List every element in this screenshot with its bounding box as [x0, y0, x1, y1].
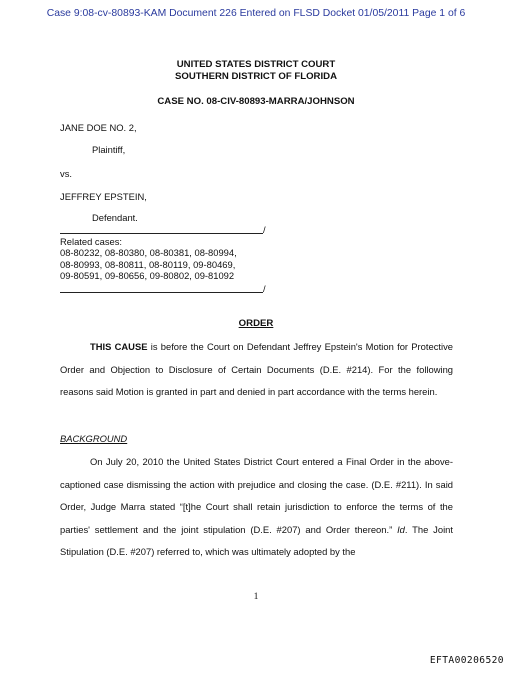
background-heading: BACKGROUND — [60, 433, 128, 444]
order-paragraph-2 — [60, 451, 453, 564]
court-name-line1: UNITED STATES DISTRICT COURT — [176, 59, 336, 70]
case-number: CASE NO. 08-CIV-80893-MARRA/JOHNSON — [157, 96, 355, 107]
defendant-role: Defendant. — [92, 212, 138, 223]
defendant-name: JEFFREY EPSTEIN, — [60, 191, 147, 202]
caption-rule-bottom-slash: / — [263, 283, 266, 294]
bates-number: EFTA00206520 — [429, 655, 504, 666]
order-title: ORDER — [238, 318, 274, 329]
caption-rule-bottom — [60, 292, 263, 293]
paragraph-1-text: is before the Court on Defendant Jeffrey Epstein's Motion for Protective Order and Objection to Disclosure of Certain Documents (D.E. #214). For the following reasons said Motion is granted in part and denied in part accordance with the terms herein. — [60, 341, 453, 398]
docket-header-stamp: Case 9:08-cv-80893-KAM Document 226 Entered on FLSD Docket 01/05/2011 Page 1 of 6 — [46, 8, 466, 19]
this-cause-lead: THIS CAUSE — [90, 341, 148, 352]
related-cases-line: 08-80232, 08-80380, 08-80381, 08-80994, — [60, 247, 237, 259]
paragraph-2-text-end: . The Joint Stipulation (D.E. #207) referred to, which was ultimately adopted by the — [60, 523, 453, 558]
caption-rule-top-slash: / — [263, 224, 266, 235]
related-cases-line: 09-80591, 09-80656, 09-80802, 09-81092 — [60, 270, 235, 282]
related-cases-label: Related cases: — [60, 236, 123, 247]
related-cases — [60, 236, 237, 282]
order-paragraph-1 — [60, 336, 453, 404]
plaintiff-role: Plaintiff, — [92, 144, 126, 155]
paragraph-2-text: On July 20, 2010 the United States District Court entered a Final Order in the above-captioned case dismissing the action with prejudice and closing the case. (D.E. #211). In said Order, Judge Marra stated “[t]he Court shall retain jurisdiction to enforce the terms of the parties' settlement and the joint stipulation (D.E. #207) and Order thereon.” — [60, 456, 453, 535]
page-number: 1 — [253, 591, 259, 602]
caption-rule-top — [60, 233, 263, 234]
court-name — [0, 59, 512, 83]
plaintiff-name: JANE DOE NO. 2, — [60, 122, 137, 133]
court-name-line2: SOUTHERN DISTRICT OF FLORIDA — [174, 71, 338, 82]
related-cases-line: 08-80993, 08-80811, 08-80119, 09-80469, — [60, 258, 236, 270]
id-citation: Id — [397, 523, 405, 535]
versus-label: vs. — [60, 168, 72, 179]
